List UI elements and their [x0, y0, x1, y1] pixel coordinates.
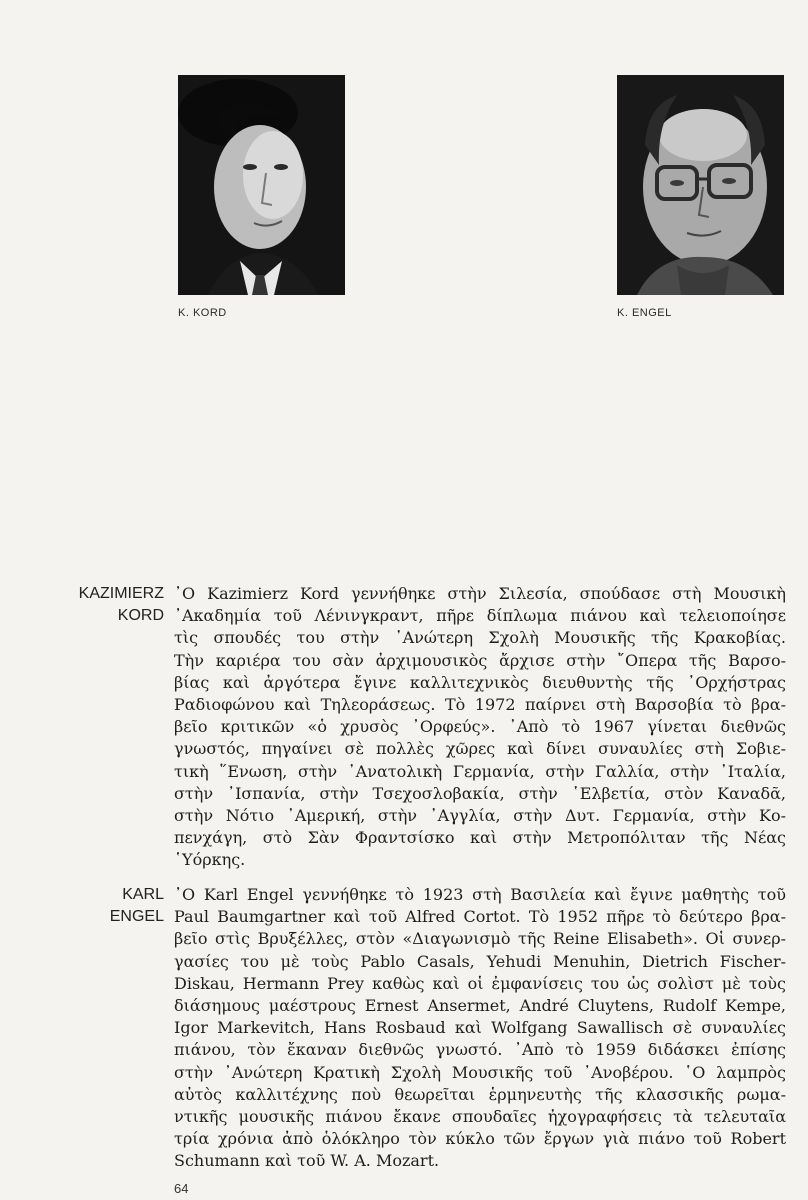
bio-line: γνωστός, πηγαίνει σὲ πολλὲς χῶρες καὶ δίνει συναυλίες στὴ Σοβιε-	[174, 739, 786, 759]
bio-line: τρία χρόνια ἀπὸ ὁλόκληρο τὸν κύκλο τῶν ἔργων γιὰ πιάνο τοῦ Robert	[174, 1129, 786, 1149]
entry-name-line: ENGEL	[109, 908, 164, 925]
entry-bio-kord	[174, 583, 786, 872]
bio-line: πιάνου, τὸν ἔκαναν διεθνῶς γνωστό. ᾿Απὸ τὸ 1959 διδάσκει ἐπίσης	[174, 1040, 786, 1060]
bio-line: στὴν ᾿Ανώτερη Κρατικὴ Σχολὴ Μουσικῆς τοῦ ᾿Ανοβέρου. ῾Ο λαμπρὸς	[174, 1062, 786, 1082]
bio-line: στὴν ᾿Ισπανία, στὴν Τσεχοσλοβακία, στὴν ῾Ελβετία, στὸν Καναδᾶ,	[174, 783, 786, 803]
portrait-photo-engel	[617, 75, 784, 295]
entry-bio-engel	[174, 884, 786, 1173]
bio-line: τὶς σπουδές του στὴν ᾿Ανώτερη Σχολὴ Μουσικῆς τῆς Κρακοβίας.	[174, 628, 786, 648]
bio-line: αὐτὸς καλλιτέχνης ποὺ θεωρεῖται ἑρμηνευτὴς τῆς κλασσικῆς ρωμα-	[174, 1084, 786, 1104]
bio-line: τικὴ ῞Ενωση, στὴν ᾿Ανατολικὴ Γερμανία, στὴν Γαλλία, στὴν ᾿Ιταλία,	[174, 761, 786, 781]
bio-line: Schumann καὶ τοῦ W. A. Mozart.	[174, 1151, 440, 1171]
bio-line: πενχάγη, στὸ Σὰν Φραντσίσκο καὶ στὴν Μετροπόλιταν τῆς Νέας	[174, 828, 786, 848]
entry-name-line: KARL	[122, 886, 164, 903]
bio-line: Igor Markevitch, Hans Rosbaud καὶ Wolfgang Sawallisch σὲ συναυλίες	[174, 1018, 786, 1038]
entry-name-kord	[44, 583, 164, 627]
bio-line: Τὴν καριέρα του σὰν ἀρχιμουσικὸς ἄρχισε στὴν ῎Οπερα τῆς Βαρσο-	[174, 650, 786, 670]
entry-name-line: KAZIMIERZ	[78, 585, 164, 602]
entry-name-engel	[44, 884, 164, 928]
bio-line: ᾿Ακαδημία τοῦ Λένινγκραντ, πῆρε δίπλωμα πιάνου καὶ τελειοποίησε	[174, 606, 786, 626]
photo-caption-kord: K. KORD	[178, 307, 227, 319]
bio-line: βεῖο στὶς Βρυξέλλες, στὸν «Διαγωνισμὸ τῆς Reine Elisabeth». Οἱ συνερ-	[174, 929, 786, 949]
bio-line: ντικῆς μουσικῆς πιάνου ἔκανε σπουδαῖες ἠχογραφήσεις τὰ τελευταῖα	[174, 1107, 786, 1127]
entry-name-line: KORD	[117, 607, 164, 624]
photo-caption-engel: K. ENGEL	[617, 307, 672, 319]
bio-line: στὴν Νότιο ᾿Αμερική, στὴν ᾿Αγγλία, στὴν Δυτ. Γερμανία, στὴν Κο-	[174, 806, 786, 826]
bio-line: βίας καὶ ἀργότερα ἔγινε καλλιτεχνικὸς διευθυντὴς τῆς ᾿Ορχήστρας	[174, 672, 786, 692]
portrait-kord-image	[178, 75, 345, 295]
bio-line: γασίες του μὲ τοὺς Pablo Casals, Yehudi Menuhin, Dietrich Fischer-	[174, 951, 786, 971]
bio-line: διάσημους μαέστρους Ernest Ansermet, André Cluytens, Rudolf Kempe,	[174, 996, 786, 1016]
bio-line: ᾿Ο Karl Engel γεννήθηκε τὸ 1923 στὴ Βασιλεία καὶ ἔγινε μαθητὴς τοῦ	[174, 885, 786, 904]
bio-line: ῾Υόρκης.	[174, 850, 246, 870]
page-number: 64	[174, 1181, 189, 1196]
portrait-photo-kord	[178, 75, 345, 295]
bio-line: Paul Baumgartner καὶ τοῦ Alfred Cortot. Τὸ 1952 πῆρε τὸ δεύτερο βρα-	[174, 907, 786, 927]
portrait-engel-image	[617, 75, 784, 295]
bio-line: βεῖο κριτικῶν «ὁ χρυσὸς ᾿Ορφεύς». ᾿Απὸ τὸ 1967 γίνεται διεθνῶς	[174, 717, 786, 737]
bio-line: ᾿Ο Kazimierz Kord γεννήθηκε στὴν Σιλεσία, σπούδασε στὴ Μουσικὴ	[174, 584, 786, 603]
bio-line: Ραδιοφώνου καὶ Τηλεοράσεως. Τὸ 1972 παίρνει στὴ Βαρσοβία τὸ βρα-	[174, 695, 786, 715]
bio-line: Diskau, Hermann Prey καθὼς καὶ οἱ ἐμφανίσεις του ὡς σολὶστ μὲ τοὺς	[174, 973, 786, 993]
